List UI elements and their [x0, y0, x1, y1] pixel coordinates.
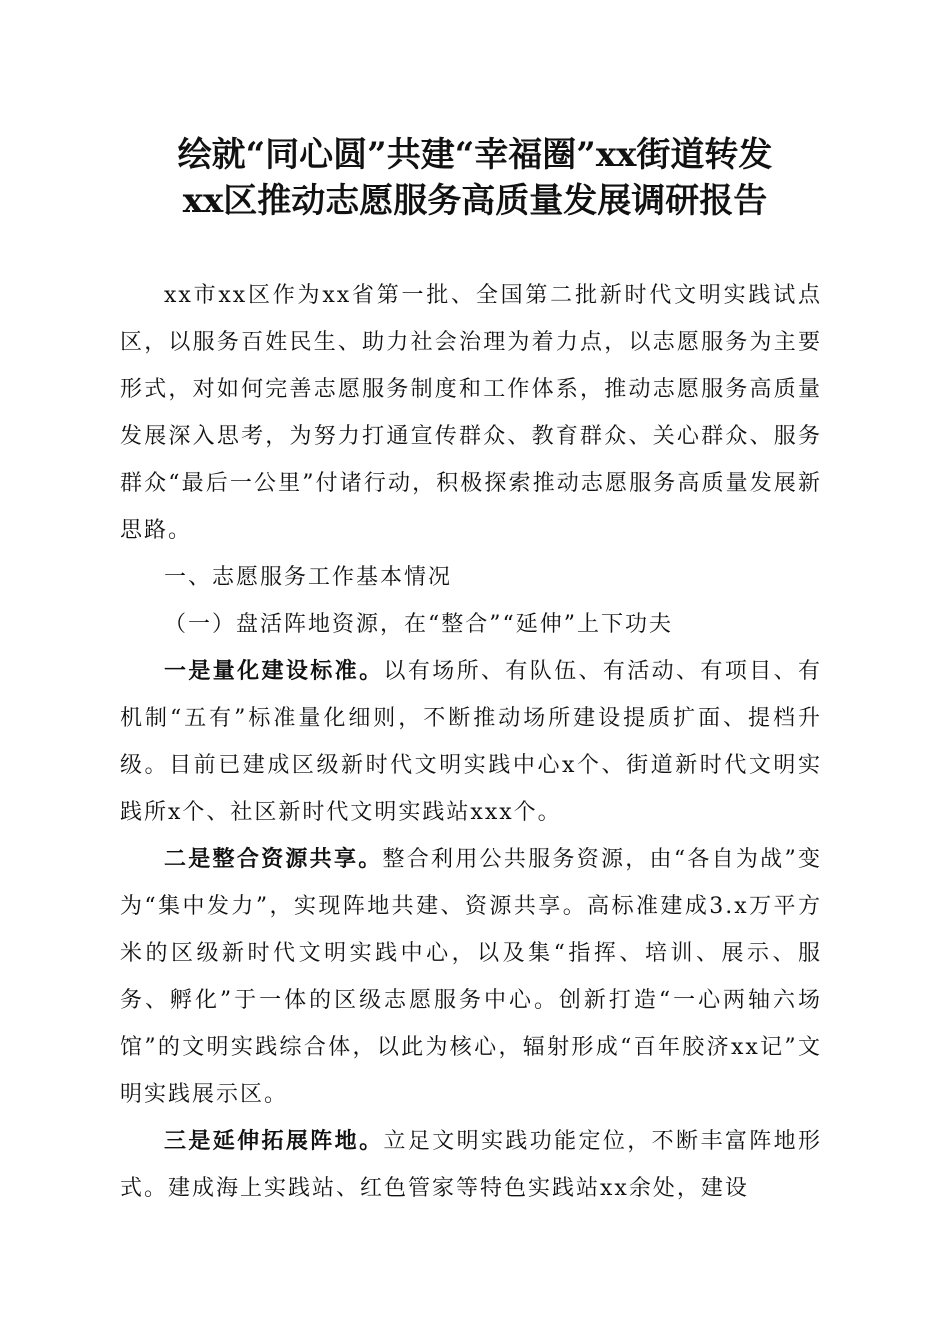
paragraph-3-lead: 三是延伸拓展阵地。	[164, 1128, 384, 1154]
paragraph-3-text: 立足文明实践功能定位，不断丰富阵地形式。建成海上实践站、红色管家等特色实践站xx余处，建设	[120, 1129, 822, 1201]
paragraph-2-lead: 二是整合资源共享。	[164, 846, 383, 872]
paragraph-3	[120, 1118, 822, 1212]
section-heading-1: 一、志愿服务工作基本情况	[164, 565, 453, 590]
title-line-2: xx区推动志愿服务高质量发展调研报告	[182, 181, 768, 221]
paragraph-2-text: 整合利用公共服务资源，由“各自为战”变为“集中发力”，实现阵地共建、资源共享。高标准建成3.x万平方米的区级新时代文明实践中心，以及集“指挥、培训、展示、服务、孵化”于一体的区级志愿服务中心。创新打造“一心两轴六场馆”的文明实践综合体，以此为核心，辐射形成“百年胶济xx记”文明实践展示区。	[120, 847, 822, 1107]
document-body	[120, 272, 822, 1212]
document-title	[100, 132, 850, 224]
paragraph-1	[120, 648, 822, 836]
paragraph-1-lead: 一是量化建设标准。	[164, 658, 384, 684]
paragraph-2	[120, 836, 822, 1118]
intro-paragraph: xx市xx区作为xx省第一批、全国第二批新时代文明实践试点区，以服务百姓民生、助力社会治理为着力点，以志愿服务为主要形式，对如何完善志愿服务制度和工作体系，推动志愿服务高质量发展深入思考，为努力打通宣传群众、教育群众、关心群众、服务群众“最后一公里”付诸行动，积极探索推动志愿服务高质量发展新思路。	[120, 283, 822, 543]
paragraph-1-text: 以有场所、有队伍、有活动、有项目、有机制“五有”标准量化细则，不断推动场所建设提质扩面、提档升级。目前已建成区级新时代文明实践中心x个、街道新时代文明实践所x个、社区新时代文明实践站xxx个。	[120, 659, 822, 825]
title-line-1: 绘就“同心圆”共建“幸福圈”xx街道转发	[177, 135, 773, 175]
subsection-heading-1: （一）盘活阵地资源，在“整合”“延伸”上下功夫	[164, 612, 673, 637]
